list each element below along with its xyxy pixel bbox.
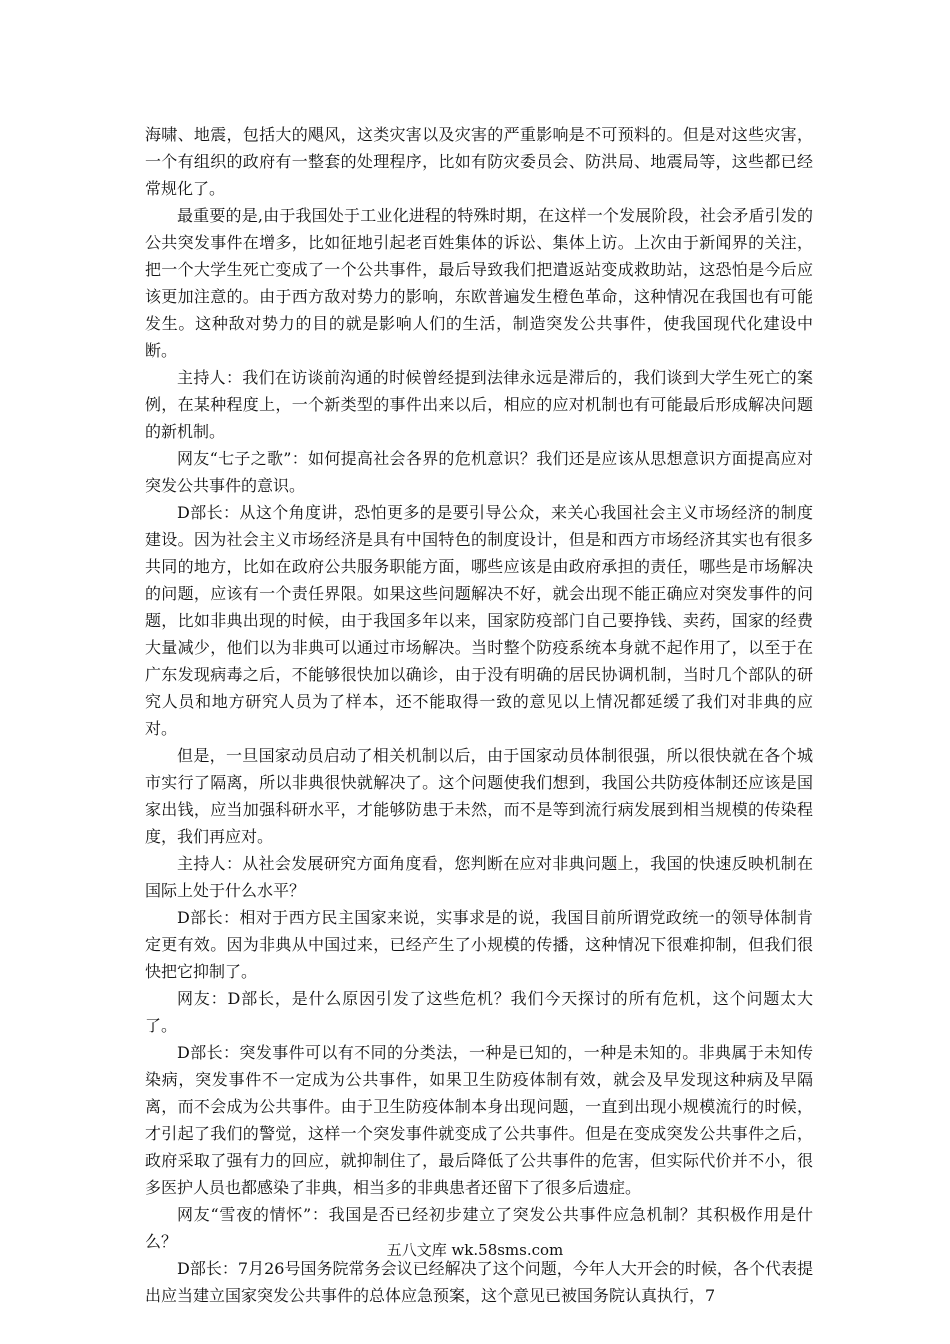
- paragraph: 但是，一旦国家动员启动了相关机制以后，由于国家动员体制很强，所以很快就在各个城市实行了隔离，所以非典很快就解决了。这个问题使我们想到，我国公共防疫体制还应该是国家出钱，应当加强科研水平，才能够防患于未然，而不是等到流行病发展到相当规模的传染程度，我们再应对。: [145, 746, 813, 846]
- paragraph: 主持人：我们在访谈前沟通的时候曾经提到法律永远是滞后的，我们谈到大学生死亡的案例，在某种程度上，一个新类型的事件出来以后，相应的应对机制也有可能最后形成解决问题的新机制。: [145, 368, 813, 441]
- paragraph: 网友：D部长，是什么原因引发了这些危机？我们今天探讨的所有危机，这个问题太大了。: [145, 989, 813, 1035]
- paragraph: D部长：7月26号国务院常务会议已经解决了这个问题，今年人大开会的时候，各个代表提出应当建立国家突发公共事件的总体应急预案，这个意见已被国务院认真执行，7: [145, 1259, 813, 1305]
- paragraph: D部长：突发事件可以有不同的分类法，一种是已知的，一种是未知的。非典属于未知传染病，突发事件不一定成为公共事件，如果卫生防疫体制有效，就会及早发现这种病及早隔离，而不会成为公共事件。由于卫生防疫体制本身出现问题，一直到出现小规模流行的时候，才引起了我们的警觉，这样一个突发事件就变成了公共事件。但是在变成突发公共事件之后，政府采取了强有力的回应，就抑制住了，最后降低了公共事件的危害，但实际代价并不小，很多医护人员也都感染了非典，相当多的非典患者还留下了很多后遗症。: [145, 1043, 813, 1197]
- paragraph-continued: 海啸、地震，包括大的飓风，这类灾害以及灾害的严重影响是不可预料的。但是对这些灾害，一个有组织的政府有一整套的处理程序，比如有防灾委员会、防洪局、地震局等，这些都已经常规化了。: [145, 125, 813, 198]
- paragraph: 网友“雪夜的情怀”：我国是否已经初步建立了突发公共事件应急机制？其积极作用是什么？: [145, 1205, 813, 1251]
- paragraph: D部长：从这个角度讲，恐怕更多的是要引导公众，来关心我国社会主义市场经济的制度建设。因为社会主义市场经济是具有中国特色的制度设计，但是和西方市场经济其实也有很多共同的地方，比如在政府公共服务职能方面，哪些应该是由政府承担的责任，哪些是市场解决的问题，应该有一个责任界限。如果这些问题解决不好，就会出现不能正确应对突发事件的问题，比如非典出现的时候，由于我国多年以来，国家防疫部门自己要挣钱、卖药，国家的经费大量减少，他们以为非典可以通过市场解决。当时整个防疫系统本身就不起作用了，以至于在广东发现病毒之后，不能够很快加以确诊，由于没有明确的居民协调机制，当时几个部队的研究人员和地方研究人员为了样本，还不能取得一致的意见以上情况都延缓了我们对非典的应对。: [145, 503, 813, 738]
- document-body: [145, 121, 813, 1309]
- paragraph: 最重要的是,由于我国处于工业化进程的特殊时期，在这样一个发展阶段，社会矛盾引发的公共突发事件在增多，比如征地引起老百姓集体的诉讼、集体上访。上次由于新闻界的关注，把一个大学生死亡变成了一个公共事件，最后导致我们把遣返站变成救助站，这恐怕是今后应该更加注意的。由于西方敌对势力的影响，东欧普遍发生橙色革命，这种情况在我国也有可能发生。这种敌对势力的目的就是影响人们的生活，制造突发公共事件，使我国现代化建设中断。: [145, 206, 813, 360]
- paragraph: 网友“七子之歌”：如何提高社会各界的危机意识？我们还是应该从思想意识方面提高应对突发公共事件的意识。: [145, 449, 813, 495]
- paragraph: D部长：相对于西方民主国家来说，实事求是的说，我国目前所谓党政统一的领导体制肯定更有效。因为非典从中国过来，已经产生了小规模的传播，这种情况下很难抑制，但我们很快把它抑制了。: [145, 908, 813, 981]
- paragraph: 主持人：从社会发展研究方面角度看，您判断在应对非典问题上，我国的快速反映机制在国际上处于什么水平？: [145, 854, 813, 900]
- footer-watermark: 五八文库 wk.58sms.com: [386, 1241, 564, 1259]
